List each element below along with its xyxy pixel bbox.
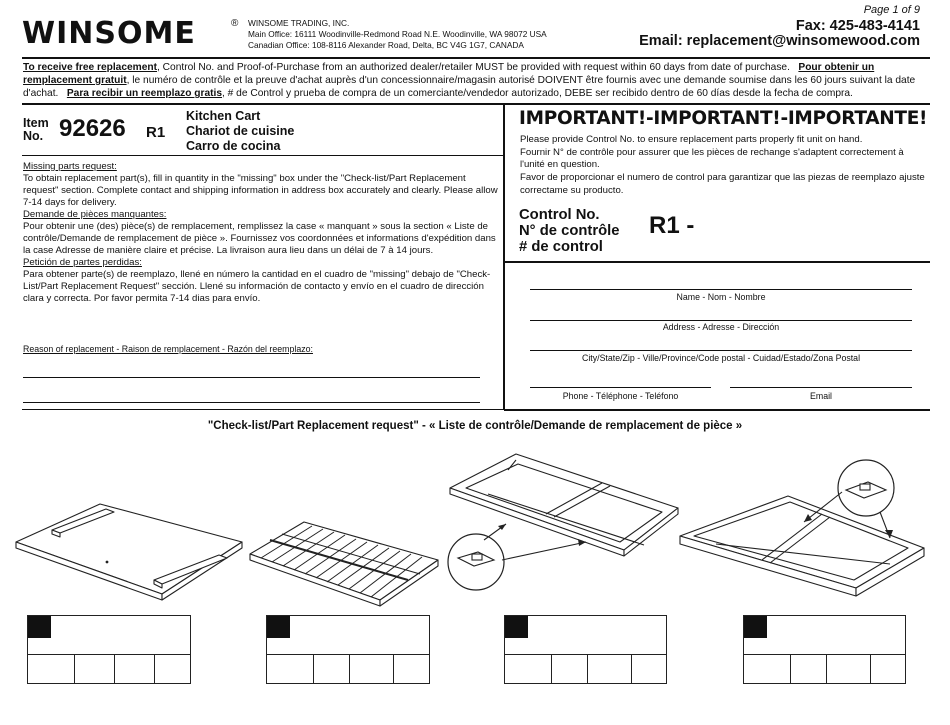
item-number: 92626: [59, 115, 126, 142]
important-divider: [504, 261, 930, 263]
form-bottom-right: [504, 409, 930, 411]
instr-es-heading: Petición de partes perdidas:: [23, 257, 142, 268]
part-box-col: [393, 654, 394, 683]
control-label-en: Control No.: [519, 207, 600, 223]
replacement-notice: [23, 61, 929, 100]
part-box-col: [826, 654, 827, 683]
part-box-divider: [505, 654, 666, 655]
part-box-4[interactable]: [743, 615, 906, 684]
base-frame-illustration: [676, 456, 926, 606]
checklist-title: "Check-list/Part Replacement request" - « Liste de contrôle/Demande de remplacement de pièce »: [207, 420, 743, 432]
part-number-tag: [505, 616, 528, 638]
notice-es-text: , # de Control y prueba de compra de un comerciante/vendedor autorizado, DEBE ser recibido dentro de 60 días desde la fecha de compra.: [222, 88, 853, 99]
part-box-col: [790, 654, 791, 683]
item-label-1: Item: [23, 116, 49, 130]
important-fr: Fournir N° de contrôle pour assurer que les pièces de rechange s'adaptent correctement à l'unité en question.: [520, 146, 904, 171]
company-name: WINSOME TRADING, INC.: [248, 18, 350, 28]
email-field-line[interactable]: [730, 387, 912, 388]
part-box-col: [870, 654, 871, 683]
instr-en-text: To obtain replacement part(s), fill in quantity in the "missing" box under the "Check-list/Part Replacement request" section. Complete contact and shipping information in address box accurately and clearly. Please allow 7-14 days for delivery.: [23, 173, 498, 208]
frame-illustration: [444, 450, 680, 602]
instructions: [23, 161, 501, 305]
instr-fr-heading: Demande de pièces manquantes:: [23, 209, 167, 220]
column-divider: [503, 104, 505, 410]
top-panel-illustration: [14, 500, 246, 604]
header-divider: [22, 57, 930, 59]
part-box-col: [631, 654, 632, 683]
control-label: [519, 207, 619, 255]
registered-mark: ®: [231, 18, 239, 29]
part-box-col: [114, 654, 115, 683]
part-box-col: [74, 654, 75, 683]
page-number: Page 1 of 9: [863, 4, 920, 16]
item-revision: R1: [146, 124, 166, 141]
part-box-divider: [267, 654, 429, 655]
part-box-col: [551, 654, 552, 683]
notice-fr-text: , le numéro de contrôle et la preuve d'achat auprès d'un concessionnaire/magasin autorisé DOIVENT être fournis avec une demande soumise dans les 60 jours suivant la date d'achat.: [23, 75, 916, 99]
notice-es-lead: Para recibir un reemplazo gratis: [66, 88, 223, 99]
item-names: [186, 109, 294, 154]
notice-divider: [22, 103, 930, 105]
contact-email: Email: replacement@winsomewood.com: [639, 33, 920, 49]
city-field-label: City/State/Zip - Ville/Province/Code postal - Cuidad/Estado/Zona Postal: [581, 353, 861, 363]
important-es: Favor de proporcionar el numero de control para garantizar que las piezas de reemplazo ajuste correctame su producto.: [520, 172, 925, 196]
part-box-divider: [28, 654, 190, 655]
address-field-label: Address - Adresse - Dirección: [662, 322, 780, 332]
part-number-tag: [28, 616, 51, 638]
name-field-label: Name - Nom - Nombre: [676, 292, 766, 302]
part-number-tag: [267, 616, 290, 638]
notice-en-lead: To receive free replacement: [23, 62, 158, 73]
reason-label: Reason of replacement - Raison de remplacement - Razón del reemplazo:: [23, 344, 313, 354]
reason-line-1[interactable]: [23, 377, 480, 378]
important-en: Please provide Control No. to ensure replacement parts properly fit unit on hand.: [520, 134, 863, 145]
phone-field-label: Phone - Téléphone - Teléfono: [562, 391, 679, 401]
shelf-illustration: [248, 518, 440, 610]
part-box-col: [587, 654, 588, 683]
fax-number: Fax: 425-483-4141: [795, 18, 920, 34]
main-office: Main Office: 16111 Woodinville-Redmond Road N.E. Woodinville, WA 98072 USA: [248, 29, 547, 39]
instr-es-text: Para obtener parte(s) de reemplazo, llené en número la cantidad en el cuadro de "missing" debajo de "Check-List/Part Replacement Request" sección. Llené su información de contacto y envío en el cuadro de dirección clara y correcta. Por favor permita 7-14 dias para envío.: [23, 269, 491, 304]
reason-line-2[interactable]: [23, 402, 480, 403]
phone-field-line[interactable]: [530, 387, 711, 388]
part-box-1[interactable]: [27, 615, 191, 684]
name-field-line[interactable]: [530, 289, 912, 290]
control-label-fr: N° de contrôle: [519, 223, 620, 239]
instr-fr-text: Pour obtenir une (des) pièce(s) de remplacement, remplissez la case « manquant » sous la section « Liste de contrôle/Demande de remplacement de pièce ». Fournissez vos coordonnées et informations d'expédition dans la case Adresse de manière claire et précise. La livraison aura lieu dans un délai de 7 à 14 jours.: [23, 221, 496, 256]
control-number: R1 -: [649, 212, 695, 239]
canadian-office: Canadian Office: 108-8116 Alexander Road, Delta, BC V4G 1G7, CANADA: [248, 40, 524, 50]
control-label-es: # de control: [519, 239, 603, 255]
address-field-line[interactable]: [530, 320, 912, 321]
part-box-col: [313, 654, 314, 683]
item-label-2: No.: [23, 129, 44, 143]
item-name-es: Carro de cocina: [186, 139, 281, 153]
part-box-divider: [744, 654, 905, 655]
notice-en-text: , Control No. and Proof-of-Purchase from an authorized dealer/retailer MUST be provided with request within 60 days from date of purchase.: [157, 62, 790, 73]
item-name-en: Kitchen Cart: [186, 109, 261, 123]
winsome-logo: WINSOME: [22, 16, 196, 51]
instr-en-heading: Missing parts request:: [23, 161, 117, 172]
important-text: [520, 134, 930, 198]
item-name-fr: Chariot de cuisine: [186, 124, 295, 138]
company-address: [248, 18, 547, 51]
important-title: IMPORTANT!-IMPORTANT!-IMPORTANTE!: [519, 108, 928, 129]
part-box-2[interactable]: [266, 615, 430, 684]
item-label: [23, 117, 49, 143]
notice-fr-lead: Pour obtenir un remplacement gratuit: [23, 62, 875, 86]
part-box-3[interactable]: [504, 615, 667, 684]
form-bottom-left: [22, 409, 504, 410]
city-field-line[interactable]: [530, 350, 912, 351]
part-number-tag: [744, 616, 767, 638]
item-divider: [22, 155, 504, 156]
part-box-col: [154, 654, 155, 683]
part-box-col: [349, 654, 350, 683]
email-field-label: Email: [810, 391, 832, 401]
